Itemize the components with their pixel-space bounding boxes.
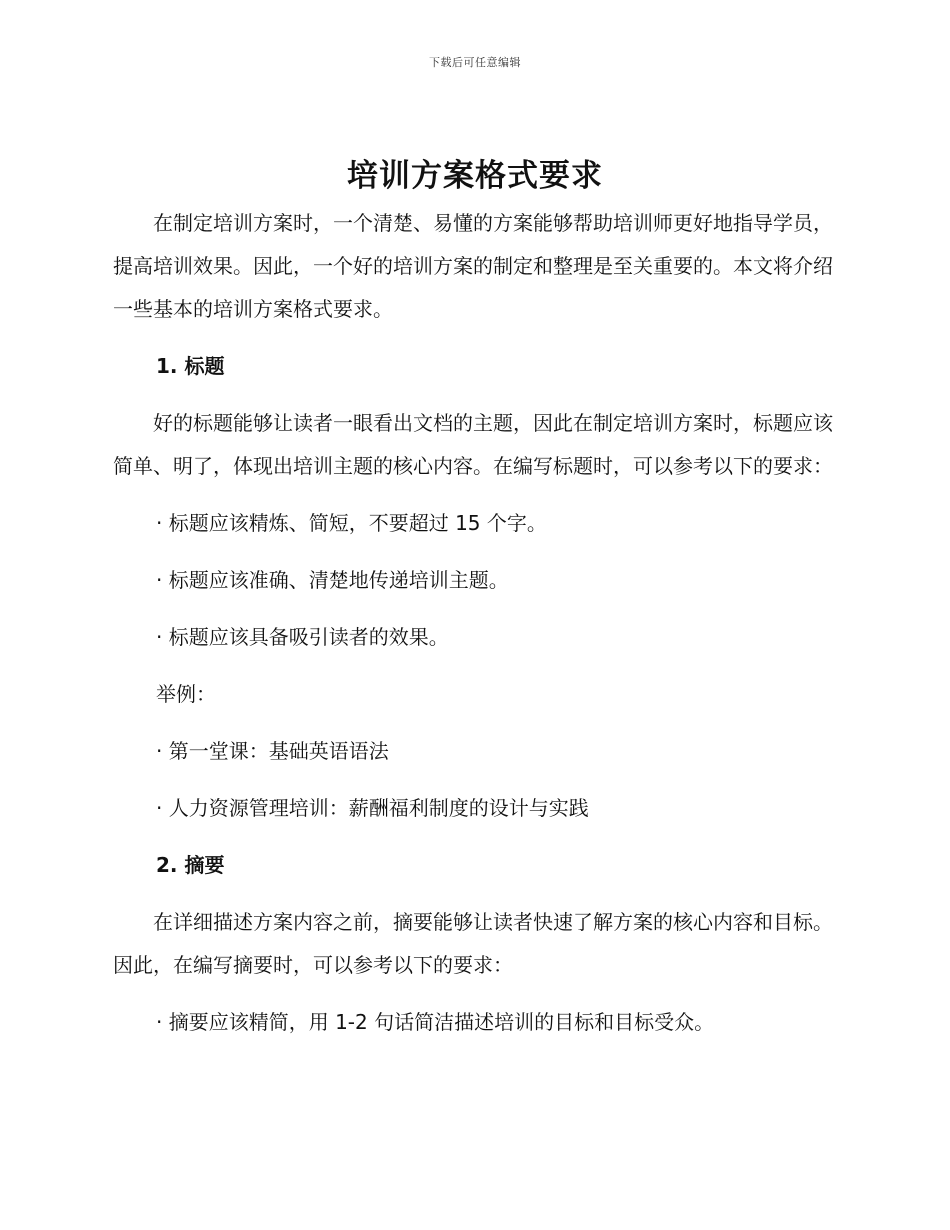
bullet-item: · 标题应该精炼、简短，不要超过 15 个字。 <box>156 511 547 535</box>
intro-paragraph: 在制定培训方案时，一个清楚、易懂的方案能够帮助培训师更好地指导学员，提高培训效果。因此，一个好的培训方案的制定和整理是至关重要的。本文将介绍一些基本的培训方案格式要求。 <box>113 211 833 321</box>
summary-paragraph: 在详细描述方案内容之前，摘要能够让读者快速了解方案的核心内容和目标。因此，在编写摘要时，可以参考以下的要求： <box>113 910 833 977</box>
title-paragraph: 好的标题能够让读者一眼看出文档的主题，因此在制定培训方案时，标题应该简单、明了，体现出培训主题的核心内容。在编写标题时，可以参考以下的要求： <box>113 411 833 478</box>
section-heading-summary: 2. 摘要 <box>156 853 225 877</box>
example-item: · 第一堂课：基础英语语法 <box>156 739 389 763</box>
header-note: 下载后可任意编辑 <box>429 56 521 69</box>
bullet-item: · 摘要应该精简，用 1-2 句话简洁描述培训的目标和目标受众。 <box>156 1010 715 1034</box>
example-label: 举例： <box>156 682 216 706</box>
bullet-item: · 标题应该具备吸引读者的效果。 <box>156 625 449 649</box>
example-item: · 人力资源管理培训：薪酬福利制度的设计与实践 <box>156 796 589 820</box>
document-title: 培训方案格式要求 <box>347 158 603 194</box>
document-body <box>113 202 833 1044</box>
bullet-item: · 标题应该准确、清楚地传递培训主题。 <box>156 568 509 592</box>
section-heading-title: 1. 标题 <box>156 354 225 378</box>
